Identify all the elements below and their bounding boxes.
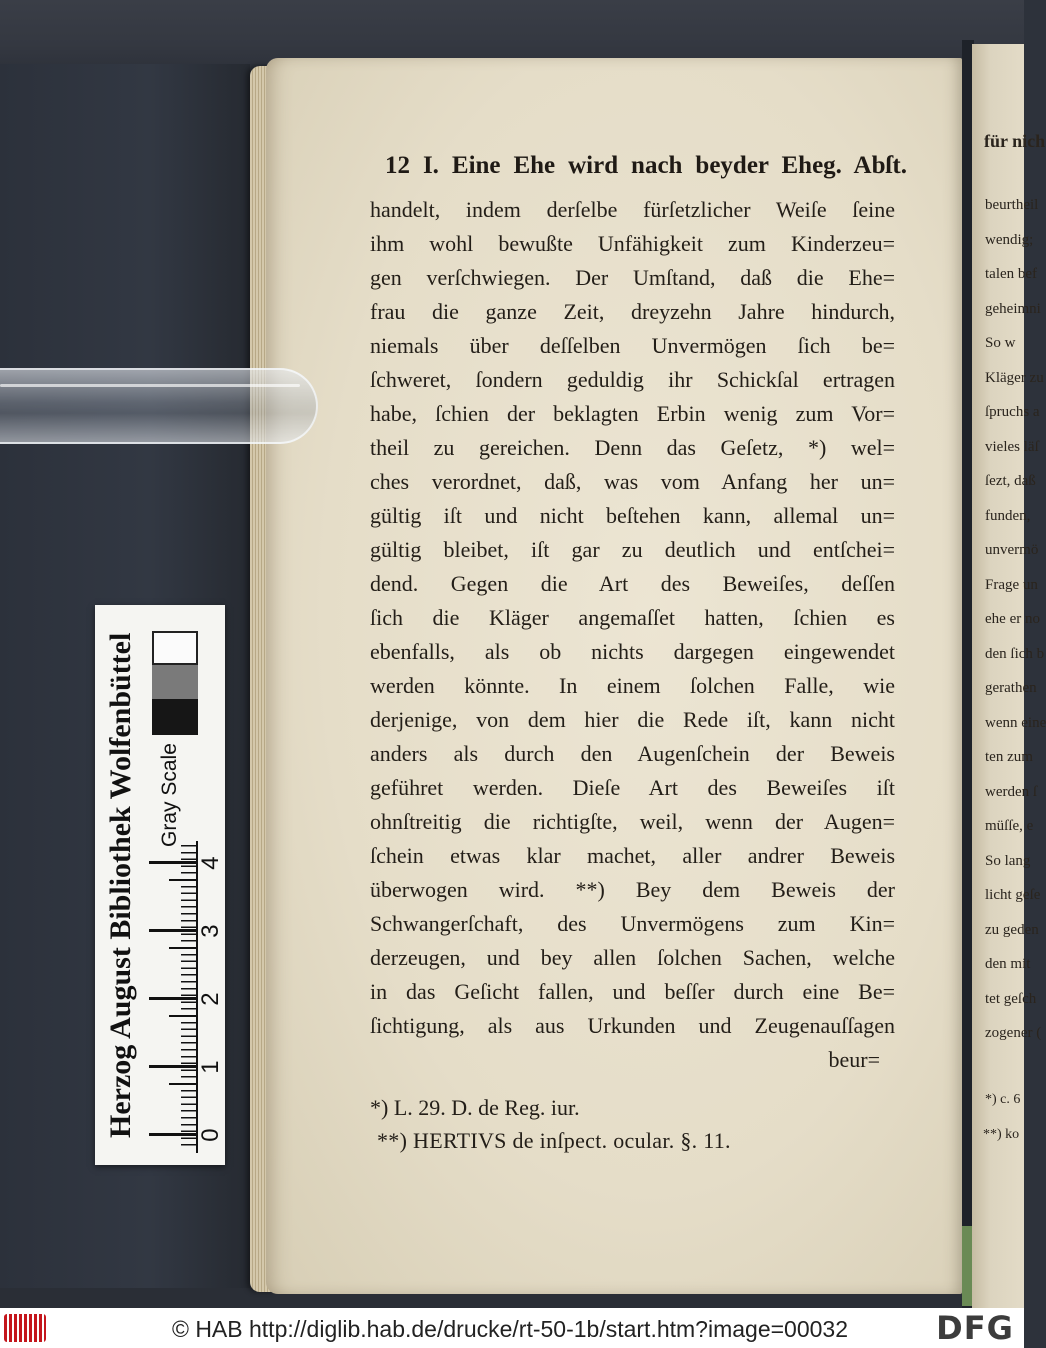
text-line: gültig bleibet, iſt gar zu deutlich und entſchei= <box>370 537 895 562</box>
ruler-number: 3 <box>197 924 224 938</box>
ruler-institution-label: Herzog August Bibliothek Wolfenbüttel <box>104 632 137 1138</box>
cover-edge <box>962 1226 972 1306</box>
facing-footnote: **) ko <box>983 1127 1020 1142</box>
ruler-mid-ticks <box>169 879 196 1151</box>
dfg-logo: DFG <box>936 1309 1014 1347</box>
text-line: ſchweret, ſondern geduldig ihr Schickſal ertragen <box>370 367 895 392</box>
footnote-2: **) HERTIVS de inſpect. ocular. §. 11. <box>377 1128 731 1153</box>
text-line: geführet werden. Dieſe Art des Beweiſes iſt <box>370 775 895 800</box>
text-line: überwogen wird. **) Bey dem Beweis der <box>370 877 895 902</box>
facing-line: So w <box>985 335 1016 351</box>
text-line: gültig iſt und nicht beſtehen kann, allemal un= <box>370 503 895 528</box>
facing-line: licht geſe <box>985 887 1041 903</box>
text-line: anders als durch den Augenſchein der Beweis <box>370 741 895 766</box>
body-text <box>370 193 895 1077</box>
facing-line: wendig; <box>985 231 1034 248</box>
text-line: handelt, indem derſelbe fürſetzlicher Weiſe ſeine <box>370 197 895 222</box>
grayscale-black-patch <box>152 699 198 735</box>
facing-line: Kläger zu <box>985 369 1044 386</box>
facing-line: zu geden <box>985 921 1039 938</box>
facing-text-block <box>985 188 1046 1051</box>
ruler-number: 1 <box>197 1060 224 1074</box>
facing-line: vieles läſ <box>985 438 1039 455</box>
facing-line: Frage un <box>985 576 1038 593</box>
facing-line: müſſe, e <box>985 818 1034 834</box>
text-line: ſich die Kläger angemaſſet hatten, ſchien es <box>370 605 895 630</box>
ruler-major-tick <box>149 997 196 1000</box>
ruler-number: 4 <box>197 856 224 870</box>
facing-line: unvermö <box>985 542 1039 558</box>
text-line: Schwangerſchaft, des Unvermögens zum Kin= <box>370 911 895 936</box>
text-line: ihm wohl bewußte Unfähigkeit zum Kinderzeu= <box>370 231 895 256</box>
facing-footnote: *) c. 6 <box>985 1092 1021 1107</box>
facing-line: werden ſ <box>985 783 1038 800</box>
text-line: frau die ganze Zeit, dreyzehn Jahre hindurch, <box>370 299 895 324</box>
catchword: beur= <box>828 1047 880 1072</box>
facing-line: beurtheil <box>985 197 1039 213</box>
facing-line: So lang <box>985 852 1031 869</box>
text-line: ſichtigung, als aus Urkunden und Zeugenauſſagen <box>370 1013 895 1038</box>
hab-logo-icon <box>4 1314 46 1342</box>
facing-line: geheimni <box>985 300 1041 317</box>
text-line: ſchein etwas klar machet, aller andrer Beweis <box>370 843 895 868</box>
text-line: dend. Gegen die Art des Beweiſes, deſſen <box>370 571 895 596</box>
facing-line: ſpruchs a <box>985 404 1040 420</box>
text-line: ebenfalls, als ob nichts dargegen eingewendet <box>370 639 895 664</box>
plastic-page-holder <box>0 368 318 444</box>
facing-line: talen bef <box>985 266 1038 282</box>
text-line: niemals über deſſelben Unvermögen ſich be= <box>370 333 895 358</box>
facing-page <box>972 44 1046 1308</box>
facing-running-head: für nich <box>984 131 1046 151</box>
plastic-highlight <box>0 384 300 387</box>
text-line: in das Geſicht fallen, und beſſer durch eine Be= <box>370 979 895 1004</box>
ruler-number: 0 <box>197 1128 224 1142</box>
text-line: werden könnte. In einem ſolchen Falle, wie <box>370 673 895 698</box>
text-line: ohnſtreitig die richtigſte, weil, wenn der Augen= <box>370 809 895 834</box>
ruler-major-tick <box>149 929 196 932</box>
text-line: ches verordnet, daß, was vom Anfang her un= <box>370 469 895 494</box>
grayscale-white-patch <box>152 631 198 665</box>
image-credit: © HAB http://diglib.hab.de/drucke/rt-50-1b/start.htm?image=00032 <box>171 1316 849 1342</box>
ruler-number: 2 <box>197 992 224 1006</box>
facing-line: ten zum <box>985 749 1033 765</box>
footnote-1: *) L. 29. D. de Reg. iur. <box>370 1095 580 1120</box>
text-line: habe, ſchien der beklagten Erbin wenig zum Vor= <box>370 401 895 426</box>
facing-line: den ſich b <box>985 645 1045 662</box>
backdrop-top <box>0 0 1024 64</box>
ruler-major-tick <box>149 1065 196 1068</box>
ruler-major-tick <box>149 861 196 864</box>
facing-line: funden, <box>985 507 1031 524</box>
facing-line: den mit <box>985 956 1031 972</box>
ruler-major-tick <box>149 1133 196 1136</box>
running-head: 12 I. Eine Ehe wird nach beyder Eheg. Abſt. <box>385 152 907 179</box>
footer-bar <box>0 1308 1024 1348</box>
facing-line: ſezt, daß <box>985 473 1036 489</box>
grayscale-gray-patch <box>152 665 198 699</box>
facing-line: tet geſch <box>985 990 1037 1007</box>
text-line: derzeugen, und bey allen ſolchen Sachen, welche <box>370 945 895 970</box>
facing-line: gerathen <box>985 680 1037 696</box>
facing-line: wenn eine <box>985 714 1046 731</box>
text-line: derjenige, von dem hier die Rede iſt, kann nicht <box>370 707 895 732</box>
text-line: theil zu gereichen. Denn das Geſetz, *) wel= <box>370 435 895 460</box>
facing-line: ehe er no <box>985 611 1040 627</box>
facing-line: zogener ( <box>985 1025 1042 1041</box>
gray-scale-label: Gray Scale <box>158 743 181 847</box>
text-line: gen verſchwiegen. Der Umſtand, daß die Ehe= <box>370 265 895 290</box>
scale-ruler <box>95 605 225 1165</box>
